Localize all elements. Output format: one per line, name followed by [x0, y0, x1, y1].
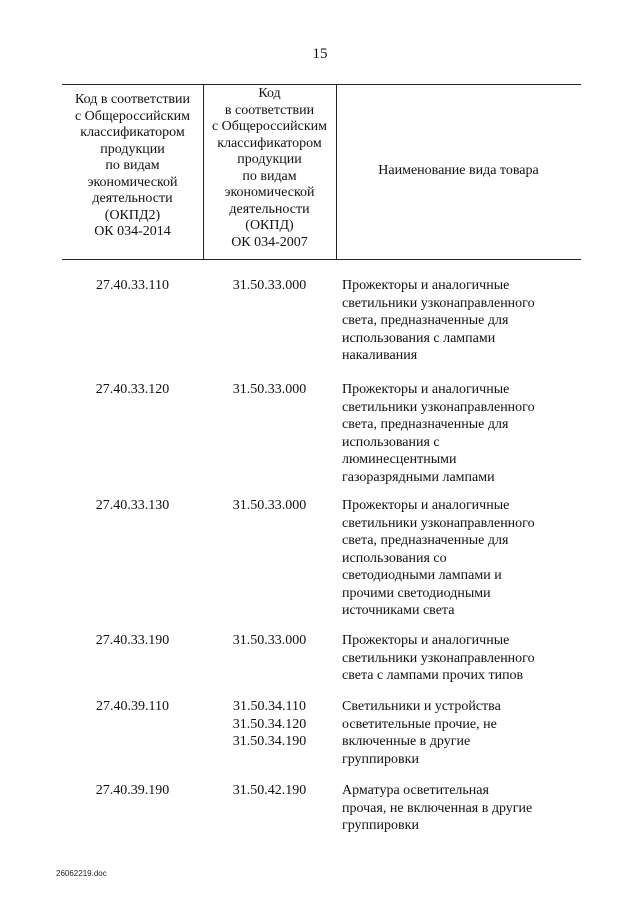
okpd-code: 31.50.33.000: [232, 382, 307, 397]
file-name-footer: 26062219.doc: [56, 869, 107, 878]
header-product-name: Наименование вида товара: [378, 163, 539, 178]
product-name: Прожекторы и аналогичные светильники узконаправленного света, предназначенные для использования с лампами накаливания: [342, 278, 535, 363]
okpd2-code: 27.40.39.110: [96, 699, 169, 714]
header-okpd2: Код в соответствии с Общероссийским классификатором продукции по видам экономической деятельности (ОКПД2) ОК 034-2014: [74, 92, 191, 239]
okpd2-code: 27.40.33.120: [95, 382, 170, 397]
okpd-code: 31.50.42.190: [232, 783, 307, 798]
okpd-code: 31.50.33.000: [232, 633, 307, 648]
okpd2-code: 27.40.33.130: [95, 498, 170, 513]
okpd-code: 31.50.34.110 31.50.34.120 31.50.34.190: [232, 699, 307, 749]
product-name: Прожекторы и аналогичные светильники узконаправленного света, предназначенные для использования со светодиодными лампами и прочими светодиодными источниками света: [342, 498, 535, 618]
okpd-code: 31.50.33.000: [232, 498, 307, 513]
product-name: Прожекторы и аналогичные светильники узконаправленного света, предназначенные для использования с люминесцентными газоразрядными лампами: [342, 382, 535, 485]
okpd2-code: 27.40.33.190: [95, 633, 170, 648]
header-okpd: Код в соответствии с Общероссийским классификатором продукции по видам экономической деятельности (ОКПД) ОК 034-2007: [211, 86, 328, 250]
okpd2-code: 27.40.39.190: [95, 783, 170, 798]
product-name: Арматура осветительная прочая, не включенная в другие группировки: [342, 783, 533, 833]
page-number: 15: [312, 46, 328, 62]
okpd-code: 31.50.33.000: [232, 278, 307, 293]
okpd2-code: 27.40.33.110: [96, 278, 169, 293]
product-name: Светильники и устройства осветительные прочие, не включенные в другие группировки: [342, 699, 501, 767]
product-name: Прожекторы и аналогичные светильники узконаправленного света с лампами прочих типов: [342, 633, 535, 683]
